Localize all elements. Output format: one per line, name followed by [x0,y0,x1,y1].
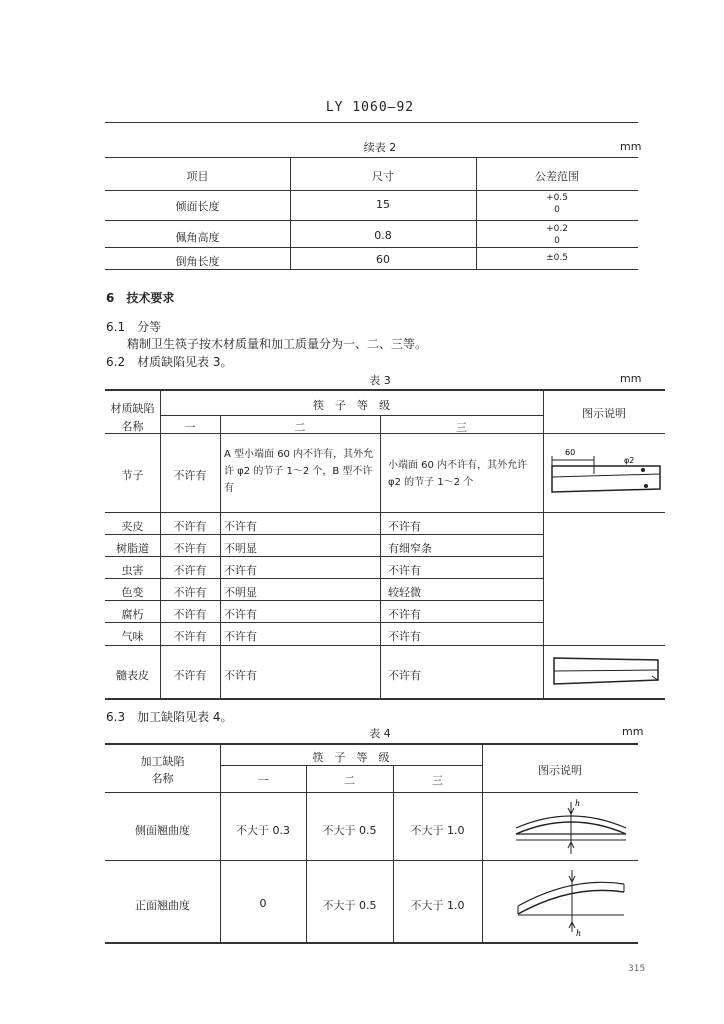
table3-cell: 较轻微 [388,586,421,599]
table-row: 佩角高度 [175,231,220,244]
table3-bottom-rule [105,698,665,700]
section-6-3-text: 6.3 加工缺陷见表 4。 [106,710,233,724]
diagram-label-60: 60 [565,448,576,457]
table-row: 虫害 [121,564,144,577]
table4-cell: 0 [259,897,267,910]
table2-top-rule [105,157,638,158]
side-warp-diagram [512,796,630,856]
table3-header-defect: 材质缺陷 [110,402,155,415]
table4-cell: 不大于 0.5 [322,824,377,837]
section-6-1-text: 精制卫生筷子按木材质量和加工质量分为一、二、三等。 [127,337,428,351]
table2-bottom-rule [105,269,638,270]
table3-cell: 不许有 [224,564,257,577]
table4-header-note: 图示说明 [538,764,582,777]
table-row: 髓表皮 [116,669,149,682]
table3-cell: 不许有 [173,564,207,577]
table4-grade-1: 一 [257,774,269,787]
table3-cell: 不许有 [173,520,207,533]
table3-cell: 不许有 [224,669,257,682]
table-row: 正面翘曲度 [135,899,190,912]
bark-diagram [548,652,664,692]
table2-tol-top: +0.2 [546,224,568,234]
table4-bottom-rule [105,942,638,944]
table3-cell: 不许有 [173,608,207,621]
table3-cell: 不明显 [224,586,257,599]
table-row: 倒角长度 [175,255,220,268]
table-row: 色变 [121,586,144,599]
table3-cell: 有细窄条 [388,542,432,555]
table3-cell: 不许有 [388,520,421,533]
table4-cell: 不大于 0.5 [322,899,377,912]
table3-cell: 不许有 [388,608,421,621]
table4-header-defect: 加工缺陷 [140,755,185,768]
page-number: 315 [628,964,646,974]
table3-cell: 小端面 60 内不许有，其外允许 φ2 的节子 1～2 个 [388,460,528,488]
table2-cell: 0.8 [374,229,392,242]
table4-unit: mm [622,725,644,738]
table2-tol-bot: 0 [554,205,560,215]
table4-grade-3: 三 [432,774,443,787]
table3-cell: 不许有 [173,542,207,555]
table3-header-name: 名称 [121,420,144,433]
table-row: 倾面长度 [175,200,220,213]
table3-caption: 表 3 [369,374,391,387]
table4-top-rule [105,743,638,745]
section-6-2-text: 6.2 材质缺陷见表 3。 [106,355,233,369]
table3-cell: 不许有 [173,586,207,599]
table3-cell: 不明显 [224,542,257,555]
table4-header-name: 名称 [151,772,174,785]
table3-grade-2: 二 [294,421,306,434]
table3-top-rule [105,389,665,391]
section-6-heading: 6 技术要求 [106,291,175,305]
diagram-label-phi: φ2 [624,456,635,465]
table3-header-grade: 筷 子 等 级 [313,399,390,412]
table4-cell: 不大于 1.0 [410,824,465,837]
table4-cell: 不大于 0.3 [236,824,290,837]
table2-unit: mm [620,140,642,153]
table4-grade-2: 二 [344,774,355,787]
table3-grade-1: 一 [184,421,196,434]
table2-header-item: 项目 [186,170,209,183]
table3-cell: 不许有 [173,630,207,643]
table2-cell: 60 [376,253,390,266]
table3-cell: 不许有 [173,469,207,482]
table-row: 树脂道 [116,542,149,555]
table3-cell: 不许有 [224,520,257,533]
table4-cell: 不大于 1.0 [410,899,465,912]
table2-caption: 续表 2 [363,141,397,154]
table-row: 节子 [121,469,144,482]
table2-cell: 15 [376,198,390,211]
table-row: 腐朽 [121,608,144,621]
table2-header-size: 尺寸 [372,170,394,183]
knot-diagram [548,444,664,504]
table3-cell: 不许有 [173,669,207,682]
face-warp-diagram [512,866,630,938]
table2-header-tolerance: 公差范围 [535,170,579,183]
header-rule [105,122,638,123]
table4-caption: 表 4 [369,727,391,740]
table3-grade-3: 三 [456,421,467,434]
table2-tol-bot: 0 [554,236,560,246]
diagram-label-h: h [575,799,581,808]
table3-cell: 不许有 [388,669,421,682]
table3-header-note: 图示说明 [582,407,626,420]
table3-cell: 不许有 [224,608,257,621]
table3-unit: mm [620,372,642,385]
table2-tol-top: +0.5 [546,193,568,203]
diagram-label-h-2: h [576,929,582,938]
table3-cell: 不许有 [388,630,421,643]
standard-number: LY 1060—92 [325,100,415,115]
table3-cell: 不许有 [224,630,257,643]
table3-cell: A 型小端面 60 内不许有，其外允许 φ2 的节子 1～2 个，B 型不许有 [224,449,374,494]
table-row: 侧面翘曲度 [135,824,190,837]
table-row: 夹皮 [121,520,144,533]
table4-header-grade: 筷 子 等 级 [312,751,390,764]
table2-tol-top: ±0.5 [546,253,568,263]
table3-cell: 不许有 [388,564,421,577]
table-row: 气味 [121,630,144,643]
section-6-1-heading: 6.1 分等 [106,320,162,334]
